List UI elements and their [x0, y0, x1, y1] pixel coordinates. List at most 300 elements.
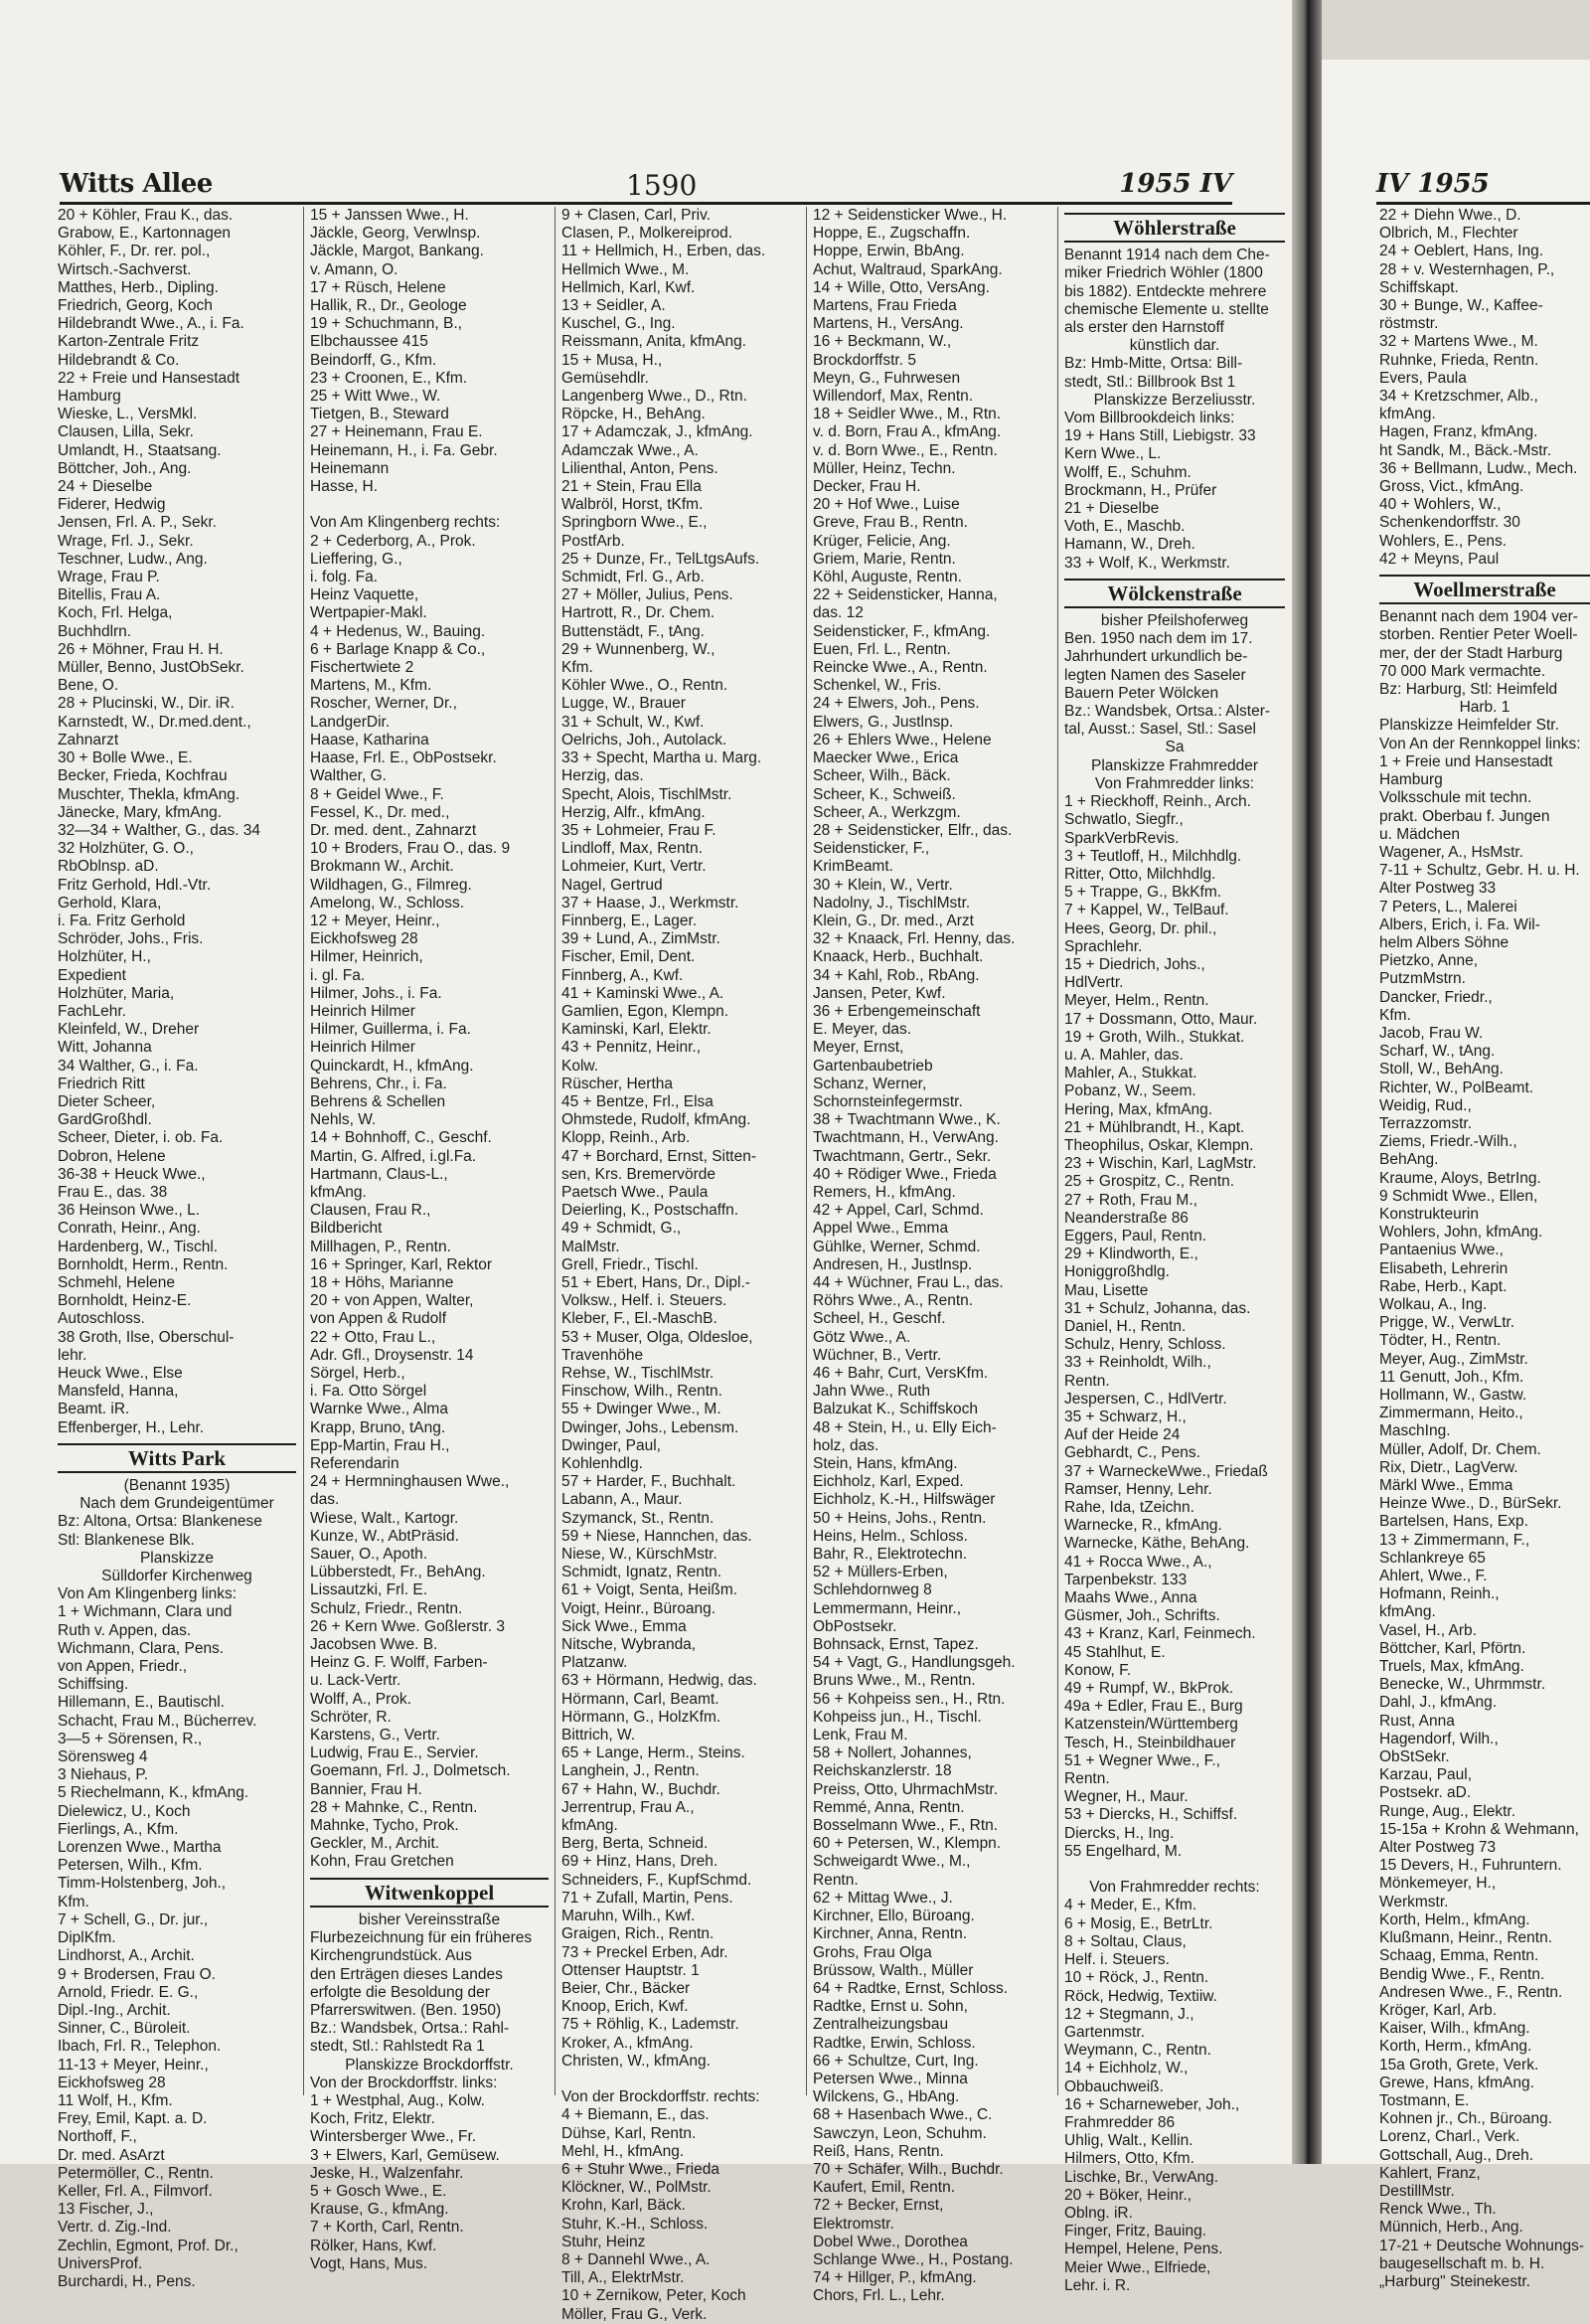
directory-entry-line: Maruhn, Wilh., Kwf. [561, 1908, 696, 1925]
directory-entry-line: Bittrich, W. [561, 1727, 636, 1744]
directory-entry-line: Lugge, W., Brauer [561, 695, 686, 713]
directory-entry-line: Bahr, R., Elektrotechn. [813, 1546, 968, 1564]
directory-entry-line: Schlankreye 65 [1379, 1549, 1486, 1567]
directory-entry-line: 54 + Vagt, G., Handlungsgeh. [813, 1654, 1016, 1672]
directory-entry-line: Gamlien, Egon, Klempn. [561, 1002, 729, 1020]
directory-entry-line: Stein, Hans, kfmAng. [813, 1455, 958, 1473]
directory-entry-line: Frahmredder 86 [1064, 2113, 1176, 2131]
directory-entry-line: 47 + Borchard, Ernst, Sitten- [561, 1147, 756, 1165]
directory-entry-line: 25 + Witt Wwe., W. [310, 388, 441, 406]
directory-entry-line: 34 + Kretzschmer, Alb., [1379, 388, 1538, 406]
directory-entry-line: 21 + Stein, Frau Ella [561, 478, 702, 496]
directory-entry-line: Voth, E., Maschb. [1064, 518, 1186, 536]
directory-entry-line: 48 + Stein, H., u. Elly Eich- [813, 1418, 997, 1436]
directory-entry-line: Heinemann, H., i. Fa. Gebr. [310, 441, 498, 459]
directory-entry-line: Bildbericht [310, 1220, 383, 1238]
directory-entry-line: Hoppe, E., Zugschaffn. [813, 225, 971, 243]
directory-entry-line: Honiggroßhdlg. [1064, 1263, 1170, 1281]
directory-entry-line: Konstrukteurin [1379, 1205, 1479, 1223]
directory-entry-line: 61 + Voigt, Senta, Heißm. [561, 1581, 738, 1599]
directory-entry-line: Berg, Berta, Schneid. [561, 1835, 709, 1853]
directory-entry-line: 5 Riechelmann, K., kfmAng. [58, 1784, 249, 1802]
directory-entry-line: 36 Heinson Wwe., L. [58, 1202, 201, 1220]
directory-entry-line: DestillMstr. [1379, 2182, 1455, 2200]
directory-entry-line: Lieffering, G., [310, 550, 402, 568]
directory-entry-line: Meyer, Helm., Rentn. [1064, 992, 1209, 1010]
directory-entry-line: Hasse, H. [310, 478, 379, 496]
directory-entry-line: Keller, Frl. A., Filmvorf. [58, 2182, 213, 2200]
directory-entry-line: Nitsche, Wybranda, [561, 1636, 697, 1654]
directory-entry-line: 16 + Beckmann, W., [813, 333, 952, 351]
directory-entry-line: Ohmstede, Rudolf, kfmAng. [561, 1111, 751, 1129]
directory-entry-line: Kroker, A., kfmAng. [561, 2034, 694, 2052]
directory-entry-line: 8 + Geidel Wwe., F. [310, 785, 444, 803]
directory-entry-line: Daniel, H., Rentn. [1064, 1317, 1187, 1335]
directory-entry-line: Benannt 1914 nach dem Che- [1064, 247, 1270, 264]
directory-entry-line: Planskizze Heimfelder Str. [1379, 717, 1559, 735]
directory-entry-line: bis 1882). Entdeckte mehrere [1064, 282, 1267, 300]
column-divider [1057, 207, 1058, 2095]
directory-entry-line: 74 + Hillger, P., kfmAng. [813, 2269, 977, 2287]
directory-entry-line: Vogt, Hans, Mus. [310, 2254, 428, 2272]
directory-entry-line: Schaag, Emma, Rentn. [1379, 1947, 1539, 1965]
directory-entry-line: 35 + Lohmeier, Frau F. [561, 821, 716, 839]
directory-entry-line: Ibach, Frl. R., Telephon. [58, 2038, 222, 2056]
directory-entry-line: Quinckardt, H., kfmAng. [310, 1057, 474, 1075]
directory-entry-line: 49 + Rumpf, W., BkProk. [1064, 1680, 1234, 1698]
directory-entry-line: 42 + Meyns, Paul [1379, 550, 1500, 568]
directory-entry-line: Götz Wwe., A. [813, 1328, 911, 1346]
directory-entry-line: ht Sandk, M., Bäck.-Mstr. [1379, 441, 1552, 459]
directory-entry-line: Meier Wwe., Elfriede, [1064, 2258, 1211, 2276]
directory-entry-line: Kohpeiss jun., H., Tischl. [813, 1708, 982, 1726]
directory-entry-line [561, 2071, 800, 2088]
directory-entry-line: 9 + Clasen, Carl, Priv. [561, 207, 712, 224]
directory-entry-line: Meyer, Ernst, [813, 1039, 904, 1057]
directory-entry-line: Wilckens, G., HbAng. [813, 2088, 960, 2106]
directory-entry-line: Till, A., ElektrMstr. [561, 2269, 685, 2287]
directory-entry-line: Meyer, Aug., ZimMstr. [1379, 1350, 1528, 1368]
directory-entry-line: Walbröl, Horst, tKfm. [561, 496, 704, 514]
directory-entry-line: Geckler, M., Archit. [310, 1835, 440, 1853]
directory-entry-line: mer, der der Stadt Harburg [1379, 644, 1563, 662]
directory-entry-line: 7-11 + Schultz, Gebr. H. u. H. [1379, 862, 1580, 880]
directory-entry-line: 41 + Rocca Wwe., A., [1064, 1553, 1212, 1571]
directory-entry-line: Mansfeld, Hanna, [58, 1383, 179, 1401]
directory-entry-line: Wrage, Frl. J., Sekr. [58, 532, 194, 550]
directory-entry-line: UniversProf. [58, 2254, 143, 2272]
directory-entry-line: 65 + Lange, Herm., Steins. [561, 1744, 745, 1762]
directory-entry-line: Behrens, Chr., i. Fa. [310, 1075, 447, 1092]
directory-entry-line: Röpcke, H., BehAng. [561, 406, 706, 423]
directory-entry-line: 13 Fischer, J., [58, 2201, 154, 2219]
directory-entry-line: Expedient [58, 966, 126, 984]
directory-entry-line: Walther, G. [310, 767, 387, 785]
directory-entry-line: Müller, Heinz, Techn. [813, 459, 956, 477]
directory-entry-line: Finnberg, A., Kwf. [561, 966, 684, 984]
directory-entry-line: Brüssow, Walth., Müller [813, 1961, 974, 1979]
directory-entry-line: Karstens, G., Vertr. [310, 1727, 440, 1744]
directory-entry-line: 20 + Böker, Heinr., [1064, 2186, 1192, 2204]
directory-entry-line: Appel Wwe., Emma [813, 1220, 949, 1238]
directory-entry-line: Dr. med. dent., Zahnarzt [310, 821, 477, 839]
directory-entry-line: Frau E., das. 38 [58, 1183, 168, 1201]
directory-entry-line: Böttcher, Karl, Pförtn. [1379, 1639, 1526, 1657]
directory-entry-line: Sauer, O., Apoth. [310, 1546, 428, 1564]
directory-entry-line: BehAng. [1379, 1151, 1439, 1169]
directory-entry-line: Kaufert, Emil, Rentn. [813, 2179, 956, 2197]
directory-entry-line: von Appen & Rudolf [310, 1310, 447, 1328]
directory-entry-line: 55 Engelhard, M. [1064, 1842, 1183, 1860]
directory-entry-line: Vasel, H., Arb. [1379, 1621, 1477, 1639]
directory-entry-line: Deierling, K., Postschaffn. [561, 1202, 739, 1220]
directory-entry-line: Vertr. d. Zig.-Ind. [58, 2219, 172, 2237]
directory-entry-line: Wintersberger Wwe., Fr. [310, 2128, 477, 2146]
directory-entry-line: das. 12 [813, 604, 864, 622]
directory-entry-line: 12 + Meyer, Heinr., [310, 912, 440, 929]
directory-entry-line: 52 + Müllers-Erben, [813, 1564, 948, 1581]
directory-entry-line: Elektromstr. [813, 2215, 894, 2233]
directory-entry-line: PostfArb. [561, 532, 625, 550]
directory-entry-line: FachLehr. [58, 1002, 126, 1020]
directory-entry-line: Wieske, L., VersMkl. [58, 406, 198, 423]
directory-entry-line: Hardenberg, W., Tischl. [58, 1238, 219, 1255]
directory-entry-line: 71 + Zufall, Martin, Pens. [561, 1889, 733, 1907]
directory-entry-line: 24 + Elwers, Joh., Pens. [813, 695, 980, 713]
directory-entry-line: Hilmer, Guillerma, i. Fa. [310, 1021, 471, 1039]
directory-entry-line: kfmAng. [310, 1183, 367, 1201]
directory-entry-line: Köhler, F., Dr. rer. pol., [58, 243, 211, 260]
directory-entry-line: Epp-Martin, Frau H., [310, 1436, 450, 1454]
directory-entry-line: Kleinfeld, W., Dreher [58, 1021, 200, 1039]
directory-entry-line: Bauern Peter Wölcken [1064, 684, 1219, 702]
directory-entry-line: 4 + Meder, E., Kfm. [1064, 1897, 1197, 1914]
directory-entry-line: Gottschall, Aug., Dreh. [1379, 2146, 1534, 2164]
directory-entry-line: Knaack, Herb., Buchhalt. [813, 948, 984, 966]
directory-entry-line: Heinz Vaquette, [310, 586, 419, 604]
directory-entry-line: Twachtmann, Gertr., Sekr. [813, 1147, 992, 1165]
directory-entry-line: Werkmstr. [1379, 1893, 1449, 1910]
directory-entry-line: Mehl, H., kfmAng. [561, 2142, 685, 2160]
directory-entry-line: Koch, Frl. Helga, [58, 604, 173, 622]
directory-entry-line: Ruth v. Appen, das. [58, 1621, 192, 1639]
directory-entry-line: 43 + Kranz, Karl, Feinmech. [1064, 1625, 1256, 1643]
directory-entry-line: 72 + Becker, Ernst, [813, 2197, 944, 2215]
directory-entry-line: Alter Postweg 33 [1379, 880, 1497, 898]
directory-entry-line: (Benannt 1935) [123, 1477, 231, 1495]
directory-entry-line: storben. Rentier Peter Woell- [1379, 626, 1578, 644]
directory-entry-line: Scharf, W., tAng. [1379, 1043, 1496, 1061]
directory-entry-line: Dancker, Friedr., [1379, 988, 1493, 1006]
directory-entry-line: 44 + Wüchner, Frau L., das. [813, 1273, 1004, 1291]
directory-entry-line: lehr. [58, 1346, 87, 1364]
directory-entry-line: 26 + Kern Wwe. Goßlerstr. 3 [310, 1617, 505, 1635]
directory-entry-line: 10 + Zernikow, Peter, Koch [561, 2287, 746, 2305]
directory-entry-line: Lindhorst, A., Archit. [58, 1947, 195, 1965]
directory-entry-line: Radtke, Ernst u. Sohn, [813, 1998, 968, 2016]
directory-entry-line: Fischer, Emil, Dent. [561, 948, 696, 966]
directory-entry-line: 37 + Haase, J., Werkmstr. [561, 894, 739, 912]
directory-entry-line: Klußmann, Heinr., Rentn. [1379, 1929, 1553, 1947]
directory-entry-line: 10 + Broders, Frau O., das. 9 [310, 840, 511, 858]
directory-entry-line: Beier, Chr., Bäcker [561, 1979, 691, 1997]
directory-entry-line: 26 + Ehlers Wwe., Helene [813, 731, 992, 748]
directory-entry-line: Auf der Heide 24 [1064, 1426, 1181, 1444]
directory-entry-line: 7 + Schell, G., Dr. jur., [58, 1910, 209, 1928]
directory-entry-line: Griem, Marie, Rentn. [813, 550, 956, 568]
directory-entry-line: Eichholz, K.-H., Hilfswäger [813, 1491, 996, 1509]
directory-entry-line: Meyn, G., Fuhrwesen [813, 369, 961, 387]
directory-entry-line: Reichskanzlerstr. 18 [813, 1762, 952, 1780]
directory-entry-line: 68 + Hasenbach Wwe., C. [813, 2106, 993, 2124]
directory-entry-line: 6 + Barlage Knapp & Co., [310, 640, 486, 658]
directory-entry-line: 69 + Hinz, Hans, Dreh. [561, 1853, 718, 1871]
directory-entry-line: Grohs, Frau Olga [813, 1943, 932, 1961]
directory-entry-line: Schiffsing. [58, 1676, 129, 1694]
directory-entry-line: Benannt nach dem 1904 ver- [1379, 608, 1578, 626]
directory-entry-line: Heinemann [310, 459, 390, 477]
directory-entry-line: Eickhofsweg 28 [58, 2074, 166, 2091]
directory-entry-line: Friedrich, Georg, Koch [58, 297, 213, 315]
directory-entry-line: Fiderer, Hedwig [58, 496, 166, 514]
directory-entry-line: Wildhagen, G., Filmreg. [310, 876, 472, 894]
directory-entry-line: Planskizze [139, 1549, 215, 1567]
directory-entry-line: Märkl Wwe., Emma [1379, 1477, 1513, 1495]
directory-entry-line: Paetsch Wwe., Paula [561, 1183, 709, 1201]
directory-entry-line: E. Meyer, das. [813, 1021, 912, 1039]
directory-entry-line: Schulz, Henry, Schloss. [1064, 1336, 1226, 1354]
directory-entry-line: 24 + Oeblert, Hans, Ing. [1379, 243, 1543, 260]
directory-entry-line: Tostmann, E. [1379, 2091, 1470, 2109]
directory-entry-line: 40 + Wohlers, W., [1379, 496, 1502, 514]
directory-entry-line: Rentn. [1064, 1372, 1110, 1390]
directory-entry-line: Lohmeier, Kurt, Vertr. [561, 858, 707, 876]
directory-entry-line: Elwers, G., Justlnsp. [813, 713, 954, 731]
directory-entry-line: Stuhr, K.-H., Schloss. [561, 2215, 709, 2233]
directory-entry-line: Bitellis, Frau A. [58, 586, 161, 604]
directory-entry-line: Christen, W., kfmAng. [561, 2052, 711, 2070]
directory-entry-line: Heinz G. F. Wolff, Farben- [310, 1654, 488, 1672]
directory-entry-line: 16 + Scharneweber, Joh., [1064, 2095, 1240, 2113]
directory-entry-line: Helf. i. Steuers. [1064, 1951, 1170, 1969]
directory-entry-line: Haase, Frl. E., ObPostsekr. [310, 749, 497, 767]
directory-entry-line: 29 + Wunnenberg, W., [561, 640, 716, 658]
directory-entry-line: Lischke, Br., VerwAng. [1064, 2168, 1219, 2186]
directory-entry-line: 18 + Seidler Wwe., M., Rtn. [813, 406, 1002, 423]
directory-entry-line: 30 + Bolle Wwe., E. [58, 749, 193, 767]
directory-entry-line: Matthes, Herb., Dipling. [58, 278, 219, 296]
directory-entry-line: 13 + Zimmermann, F., [1379, 1531, 1530, 1549]
directory-entry-line: Friedrich Ritt [58, 1075, 145, 1092]
year-volume: 1955 IV [1119, 169, 1232, 199]
directory-entry-line: 45 + Bentze, Frl., Elsa [561, 1092, 714, 1110]
directory-entry-line: Konow, F. [1064, 1661, 1132, 1679]
directory-entry-line: Theophilus, Oskar, Klempn. [1064, 1136, 1254, 1154]
directory-entry-line: Kohn, Frau Gretchen [310, 1853, 454, 1871]
directory-entry-line: Schmehl, Helene [58, 1273, 176, 1291]
directory-entry-line: Hartrott, R., Dr. Chem. [561, 604, 716, 622]
directory-entry-line: Wolff, A., Prok. [310, 1690, 411, 1708]
directory-entry-line: 19 + Schuchmann, B., [310, 315, 462, 333]
directory-entry-line: Jansen, Peter, Kwf. [813, 984, 946, 1002]
directory-entry-line: Oblng. iR. [1064, 2204, 1133, 2222]
directory-entry-line: Jänecke, Mary, kfmAng. [58, 803, 223, 821]
directory-entry-line: Hempel, Helene, Pens. [1064, 2241, 1223, 2258]
directory-entry-line: Schmidt, Frl. G., Arb. [561, 569, 705, 586]
directory-entry-line: Autoschloss. [58, 1310, 145, 1328]
directory-entry-line: 17-21 + Deutsche Wohnungs- [1379, 2237, 1585, 2254]
directory-entry-line: Rüscher, Hertha [561, 1075, 673, 1092]
directory-entry-line: Ramser, Henny, Lehr. [1064, 1480, 1212, 1498]
directory-entry-line: Bannier, Frau H. [310, 1780, 422, 1798]
directory-entry-line: Goemann, Frl. J., Dolmetsch. [310, 1762, 511, 1780]
directory-entry-line: Haase, Katharina [310, 731, 429, 748]
directory-entry-line: Hofmann, Reinh., [1379, 1585, 1500, 1603]
directory-column-2 [310, 207, 549, 2272]
directory-entry-line: 20 + von Appen, Walter, [310, 1292, 474, 1310]
directory-entry-line: Wiese, Walt., Kartogr. [310, 1509, 459, 1527]
directory-entry-line: Grabow, E., Kartonnagen [58, 225, 232, 243]
directory-entry-line: Gemüsehdlr. [561, 369, 649, 387]
directory-entry-line: Bruns Wwe., M., Rentn. [813, 1672, 976, 1690]
directory-entry-line: Müller, Adolf, Dr. Chem. [1379, 1440, 1541, 1458]
street-heading: Wöhlerstraße [1064, 213, 1285, 243]
directory-entry-line: 12 + Stegmann, J., [1064, 2005, 1194, 2023]
directory-entry-line: Reincke Wwe., A., Rentn. [813, 659, 988, 677]
directory-entry-line: 4 + Biemann, E., das. [561, 2106, 710, 2124]
directory-entry-line: 23 + Wischin, Karl, LagMstr. [1064, 1155, 1257, 1173]
directory-entry-line: Rust, Anna [1379, 1712, 1455, 1730]
directory-entry-line: 73 + Preckel Erben, Adr. [561, 1943, 728, 1961]
directory-entry-line: Hagen, Franz, kfmAng. [1379, 423, 1538, 441]
directory-entry-line: Remmé, Anna, Rentn. [813, 1798, 965, 1816]
directory-entry-line: Rix, Dietr., LagVerw. [1379, 1458, 1518, 1476]
directory-entry-line: 49 + Schmidt, G., [561, 1220, 682, 1238]
directory-entry-line: Bz.: Wandsbek, Ortsa.: Rahl- [310, 2020, 510, 2038]
directory-entry-line: 24 + Dieselbe [58, 478, 153, 496]
directory-entry-line: Hilmers, Otto, Kfm. [1064, 2150, 1194, 2168]
directory-entry-line: Hoppe, Erwin, BbAng. [813, 243, 965, 260]
directory-entry-line: v. Amann, O. [310, 260, 398, 278]
directory-entry-line: Finschow, Wilh., Rentn. [561, 1383, 722, 1401]
directory-entry-line: 27 + Heinemann, Frau E. [310, 423, 483, 441]
directory-entry-line: Sprachlehr. [1064, 937, 1143, 955]
directory-entry-line: Euen, Frl. L., Rentn. [813, 640, 951, 658]
directory-entry-line: stedt, Stl.: Rahlstedt Ra 1 [310, 2038, 485, 2056]
directory-column-1 [58, 207, 296, 2290]
directory-entry-line: SparkVerbRevis. [1064, 829, 1180, 847]
directory-entry-line: Brockdorffstr. 5 [813, 351, 916, 369]
directory-entry-line: Krause, G., kfmAng. [310, 2201, 449, 2219]
directory-entry-line: Hildebrandt & Co. [58, 351, 180, 369]
directory-entry-line: Kfm. [58, 1893, 89, 1910]
directory-entry-line: 36 + Erbengemeinschaft [813, 1002, 981, 1020]
directory-entry-line: Stoll, W., BehAng. [1379, 1061, 1504, 1079]
directory-entry-line: 66 + Schultze, Curt, Ing. [813, 2052, 979, 2070]
directory-entry-line: 22 + Diehn Wwe., D. [1379, 207, 1521, 224]
directory-entry-line: Maecker Wwe., Erica [813, 749, 959, 767]
directory-entry-line: Mönkemeyer, H., [1379, 1875, 1497, 1893]
directory-entry-line: 33 + Wolf, K., Werkmstr. [1064, 554, 1230, 572]
directory-entry-line: Timm-Holstenberg, Joh., [58, 1875, 227, 1893]
directory-entry-line: Renck Wwe., Th. [1379, 2201, 1497, 2219]
directory-entry-line: Schenkel, W., Fris. [813, 677, 942, 695]
directory-entry-line: ObPostsekr. [813, 1617, 897, 1635]
directory-entry-line: sen, Krs. Bremervörde [561, 1165, 716, 1183]
directory-entry-line: 28 + v. Westernhagen, P., [1379, 260, 1555, 278]
directory-entry-line: 11 Genutt, Joh., Kfm. [1379, 1368, 1524, 1386]
directory-entry-line: Von Am Klingenberg rechts: [310, 514, 501, 532]
directory-entry-line: Bz: Hmb-Mitte, Ortsa: Bill- [1064, 355, 1243, 373]
directory-entry-line: Tietgen, B., Steward [310, 406, 449, 423]
directory-entry-line: u. Lack-Vertr. [310, 1672, 401, 1690]
directory-entry-line: Kröger, Karl, Arb. [1379, 2001, 1498, 2019]
directory-entry-line: Rabe, Herb., Kapt. [1379, 1277, 1508, 1295]
directory-entry-line: Schlange Wwe., H., Postang. [813, 2250, 1014, 2268]
directory-entry-line: Sick Wwe., Emma [561, 1617, 687, 1635]
directory-entry-line: 31 + Schult, W., Kwf. [561, 713, 705, 731]
directory-entry-line: Kaminski, Karl, Elektr. [561, 1021, 712, 1039]
directory-entry-line: Dr. med. AsArzt [58, 2146, 165, 2164]
directory-entry-line: Benecke, W., Uhrmmstr. [1379, 1676, 1546, 1694]
directory-entry-line: 15 + Diedrich, Johs., [1064, 955, 1205, 973]
directory-entry-line: Dielewicz, U., Koch [58, 1802, 191, 1820]
directory-entry-line: Ritter, Otto, Milchhdlg. [1064, 865, 1216, 883]
directory-entry-line: Albers, Erich, i. Fa. Wil- [1379, 915, 1540, 933]
directory-entry-line: 1 + Wichmann, Clara und [58, 1603, 233, 1621]
directory-entry-line: Langhein, J., Rentn. [561, 1762, 700, 1780]
directory-entry-line: 53 + Muser, Olga, Oldesloe, [561, 1328, 753, 1346]
directory-entry-line: Decker, Frau H. [813, 478, 921, 496]
directory-entry-line: u. Mädchen [1379, 825, 1460, 843]
directory-entry-line: Stuhr, Heinz [561, 2233, 646, 2250]
directory-entry-line: Scheer, Dieter, i. ob. Fa. [58, 1129, 224, 1147]
directory-entry-line: Dipl.-Ing., Archit. [58, 2001, 171, 2019]
directory-entry-line: Umlandt, H., Staatsang. [58, 441, 222, 459]
directory-entry-line: Dobel Wwe., Dorothea [813, 2233, 968, 2250]
directory-entry-line: Dobron, Helene [58, 1147, 166, 1165]
directory-entry-line: Hees, Georg, Dr. phil., [1064, 919, 1217, 937]
directory-entry-line: kfmAng. [1379, 406, 1436, 423]
directory-entry-line: miker Friedrich Wöhler (1800 [1064, 264, 1263, 282]
directory-entry-line: Ahlert, Wwe., F. [1379, 1568, 1488, 1585]
header-rule [60, 202, 1232, 205]
directory-entry-line: 11-13 + Meyer, Heinr., [58, 2056, 209, 2074]
directory-entry-line: MaschIng. [1379, 1422, 1451, 1440]
directory-entry-line: Ben. 1950 nach dem im 17. [1064, 630, 1253, 648]
directory-entry-line: Kirchner, Ello, Büroang. [813, 1908, 975, 1925]
directory-entry-line: Hilmer, Heinrich, [310, 948, 423, 966]
directory-entry-line: i. Fa. Otto Sörgel [310, 1383, 427, 1401]
directory-entry-line: 15-15a + Krohn & Wehmann, [1379, 1820, 1579, 1838]
directory-entry-line: 28 + Mahnke, C., Rentn. [310, 1798, 478, 1816]
running-head-street: Witts Allee [60, 169, 213, 199]
directory-entry-line: Olbrich, M., Flechter [1379, 225, 1518, 243]
directory-entry-line: 55 + Dwinger Wwe., M. [561, 1401, 721, 1418]
directory-entry-line: Hartmann, Claus-L., [310, 1165, 448, 1183]
directory-entry-line: Rahe, Ida, tZeichn. [1064, 1499, 1194, 1517]
directory-entry-line: Terrazzomstr. [1379, 1114, 1473, 1132]
directory-entry-line: Hamburg [1379, 771, 1443, 789]
directory-entry-line: Planskizze Frahmredder [1091, 756, 1258, 774]
directory-entry-line: Jerrentrup, Frau A., [561, 1798, 695, 1816]
directory-entry-line: Hörmann, Carl, Beamt. [561, 1690, 719, 1708]
directory-entry-line: röstmstr. [1379, 315, 1439, 333]
directory-entry-line: 22 + Otto, Frau L., [310, 1328, 436, 1346]
directory-entry-line: Korth, Helm., kfmAng. [1379, 1910, 1530, 1928]
directory-entry-line: Eggers, Paul, Rentn. [1064, 1227, 1207, 1245]
directory-entry-line: Knoop, Erich, Kwf. [561, 1998, 689, 2016]
